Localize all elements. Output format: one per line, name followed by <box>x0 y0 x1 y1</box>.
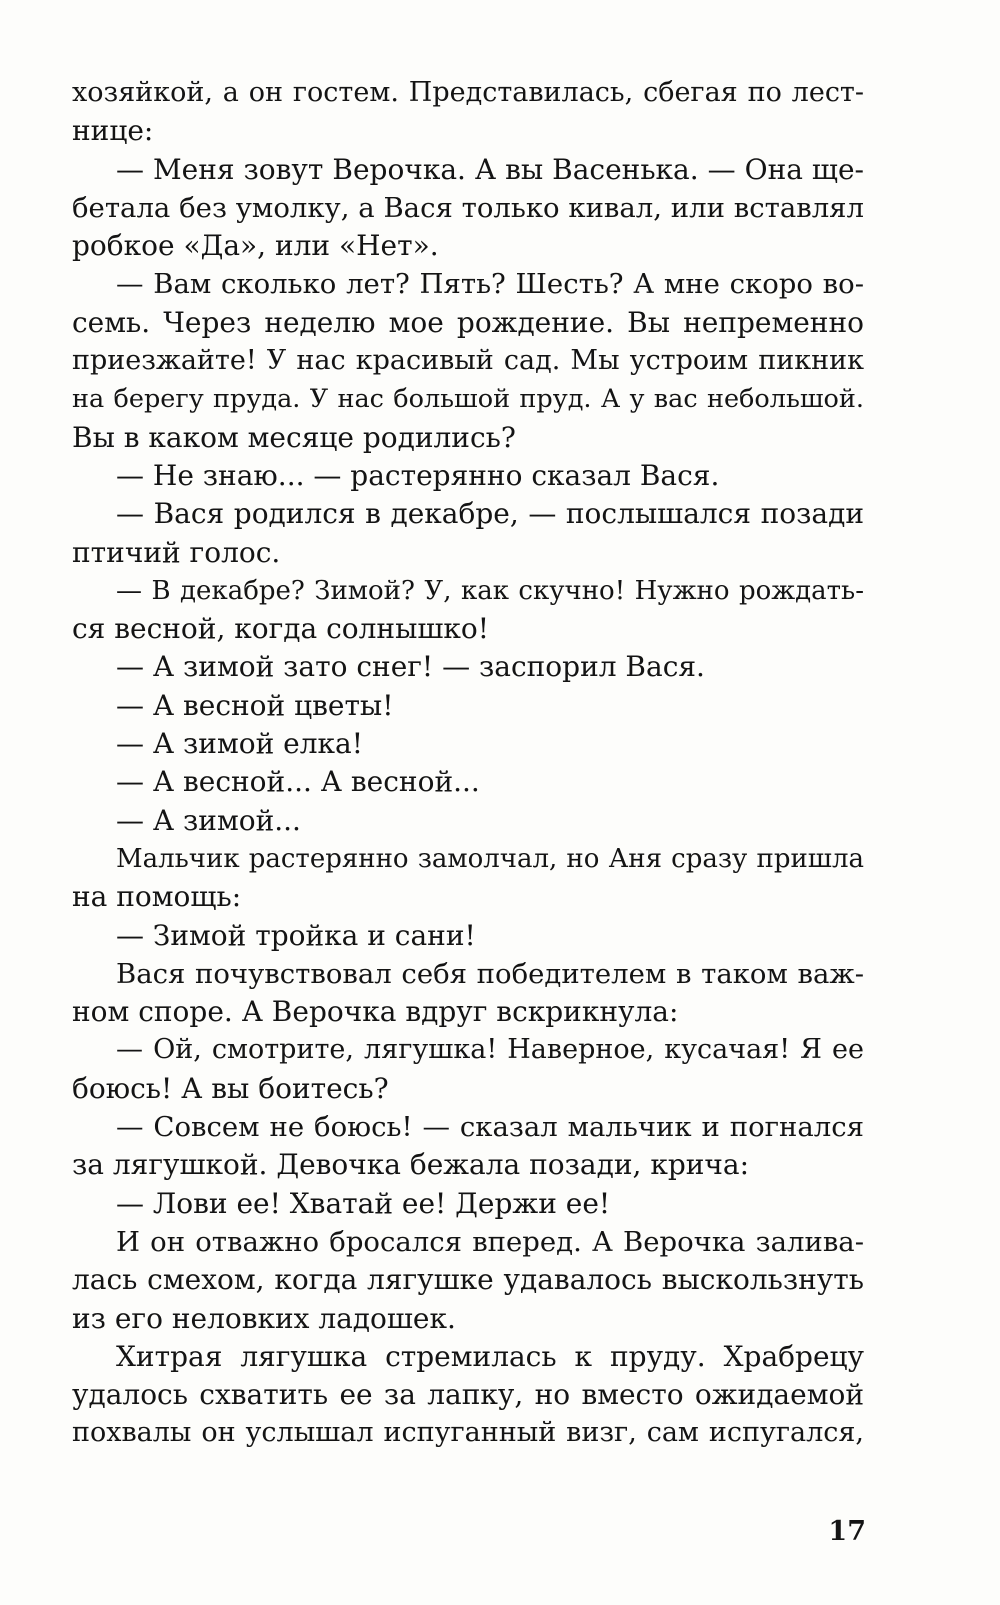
text-line: птичий голос. <box>72 535 281 569</box>
text-line: — Не знаю... — растерянно сказал Вася. <box>116 458 720 492</box>
text-line: Вы в каком месяце родились? <box>72 420 516 454</box>
text-line: ся весной, когда солнышко! <box>72 612 490 646</box>
text-line: боюсь! А вы боитесь? <box>72 1071 389 1105</box>
text-line: Вася почувствовал себя победителем в таком важ- <box>116 957 864 990</box>
text-line: из его неловких ладошек. <box>72 1301 456 1335</box>
text-line: — Зимой тройка и сани! <box>116 918 476 952</box>
text-line: — В декабре? Зимой? У, как скучно! Нужно рождать- <box>116 575 864 606</box>
text-line: — А весной... А весной... <box>116 765 480 799</box>
text-line: Хитрая лягушка стремилась к пруду. Храбрецу <box>116 1339 864 1373</box>
text-line: за лягушкой. Девочка бежала позади, крича: <box>72 1148 750 1182</box>
text-line: семь. Через неделю мое рождение. Вы непременно <box>72 305 864 339</box>
text-line: нице: <box>72 114 154 148</box>
text-line: приезжайте! У нас красивый сад. Мы устроим пикник <box>72 345 864 377</box>
text-line: похвалы он услышал испуганный визг, сам испугался, <box>72 1417 864 1449</box>
text-line: — Меня зовут Верочка. А вы Васенька. — Она ще- <box>116 152 864 186</box>
text-line: И он отважно бросался вперед. А Верочка залива- <box>116 1225 864 1258</box>
text-line: хозяйкой, а он гостем. Представилась, сбегая по лест- <box>72 77 864 108</box>
text-line: ном споре. А Верочка вдруг вскрикнула: <box>72 995 679 1029</box>
text-line: Мальчик растерянно замолчал, но Аня сразу пришла <box>116 843 864 874</box>
text-line: — Совсем не боюсь! — сказал мальчик и погнался <box>116 1111 864 1144</box>
text-line: — А зимой елка! <box>116 727 363 761</box>
text-line: — Вася родился в декабре, — послышался позади <box>116 497 864 531</box>
text-line: робкое «Да», или «Нет». <box>72 229 439 263</box>
text-line: лась смехом, когда лягушке удавалось выскользнуть <box>72 1263 864 1297</box>
text-line: — Лови ее! Хватай ее! Держи ее! <box>116 1186 611 1220</box>
text-line: — А зимой зато снег! — заспорил Вася. <box>116 650 705 684</box>
text-line: бетала без умолку, а Вася только кивал, или вставлял <box>72 191 864 224</box>
text-line: — Вам сколько лет? Пять? Шесть? А мне скоро во- <box>116 268 864 301</box>
text-line: на помощь: <box>72 880 242 914</box>
page-number: 17 <box>828 1516 866 1547</box>
page-body-text <box>72 74 864 1453</box>
text-line: на берегу пруда. У нас большой пруд. А у вас небольшой. <box>72 384 864 415</box>
text-line: — А весной цветы! <box>116 688 394 722</box>
text-line: — Ой, смотрите, лягушка! Наверное, кусачая! Я ее <box>116 1034 864 1066</box>
text-line: — А зимой... <box>116 803 301 837</box>
text-line: удалось схватить ее за лапку, но вместо ожидаемой <box>72 1378 864 1412</box>
